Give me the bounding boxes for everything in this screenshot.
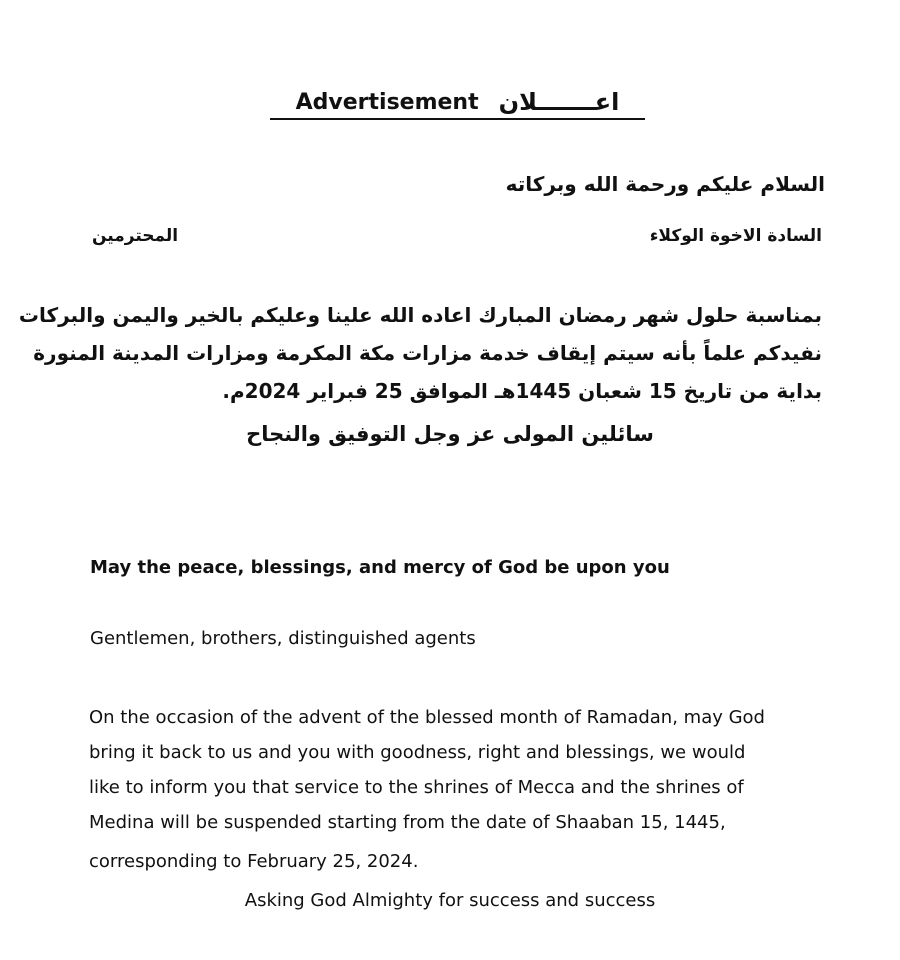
english-body-line: corresponding to February 25, 2024. [89,851,419,872]
english-greeting: May the peace, blessings, and mercy of God be upon you [90,557,670,578]
arabic-greeting: السلام عليكم ورحمة الله وبركاته [505,172,825,196]
english-body-line: Medina will be suspended starting from the date of Shaaban 15, 1445, [89,812,726,833]
arabic-closing: سائلين المولى عز وجل التوفيق والنجاح [246,422,654,446]
title-english: Advertisement [295,89,479,115]
arabic-respected: المحترمين [92,226,179,246]
english-body-line: On the occasion of the advent of the blessed month of Ramadan, may God [89,707,765,728]
title-arabic: اعـــــــلان [498,88,620,116]
arabic-body [18,296,822,410]
advertisement-title [270,86,645,120]
english-closing: Asking God Almighty for success and success [244,890,656,911]
english-body [89,700,849,879]
english-addressee: Gentlemen, brothers, distinguished agents [90,628,476,649]
arabic-body-line: نفيدكم علماً بأنه سيتم إيقاف خدمة مزارات مكة المكرمة ومزارات المدينة المنورة [33,341,822,365]
english-body-line: like to inform you that service to the shrines of Mecca and the shrines of [89,777,744,798]
english-body-line: bring it back to us and you with goodness, right and blessings, we would [89,742,746,763]
arabic-body-line: بمناسبة حلول شهر رمضان المبارك اعاده الله علينا وعليكم بالخير واليمن والبركات [18,303,822,327]
arabic-body-line: بداية من تاريخ 15 شعبان 1445هـ الموافق 25 فبراير 2024م. [222,379,822,403]
arabic-addressee: السادة الاخوة الوكلاء [649,226,822,246]
